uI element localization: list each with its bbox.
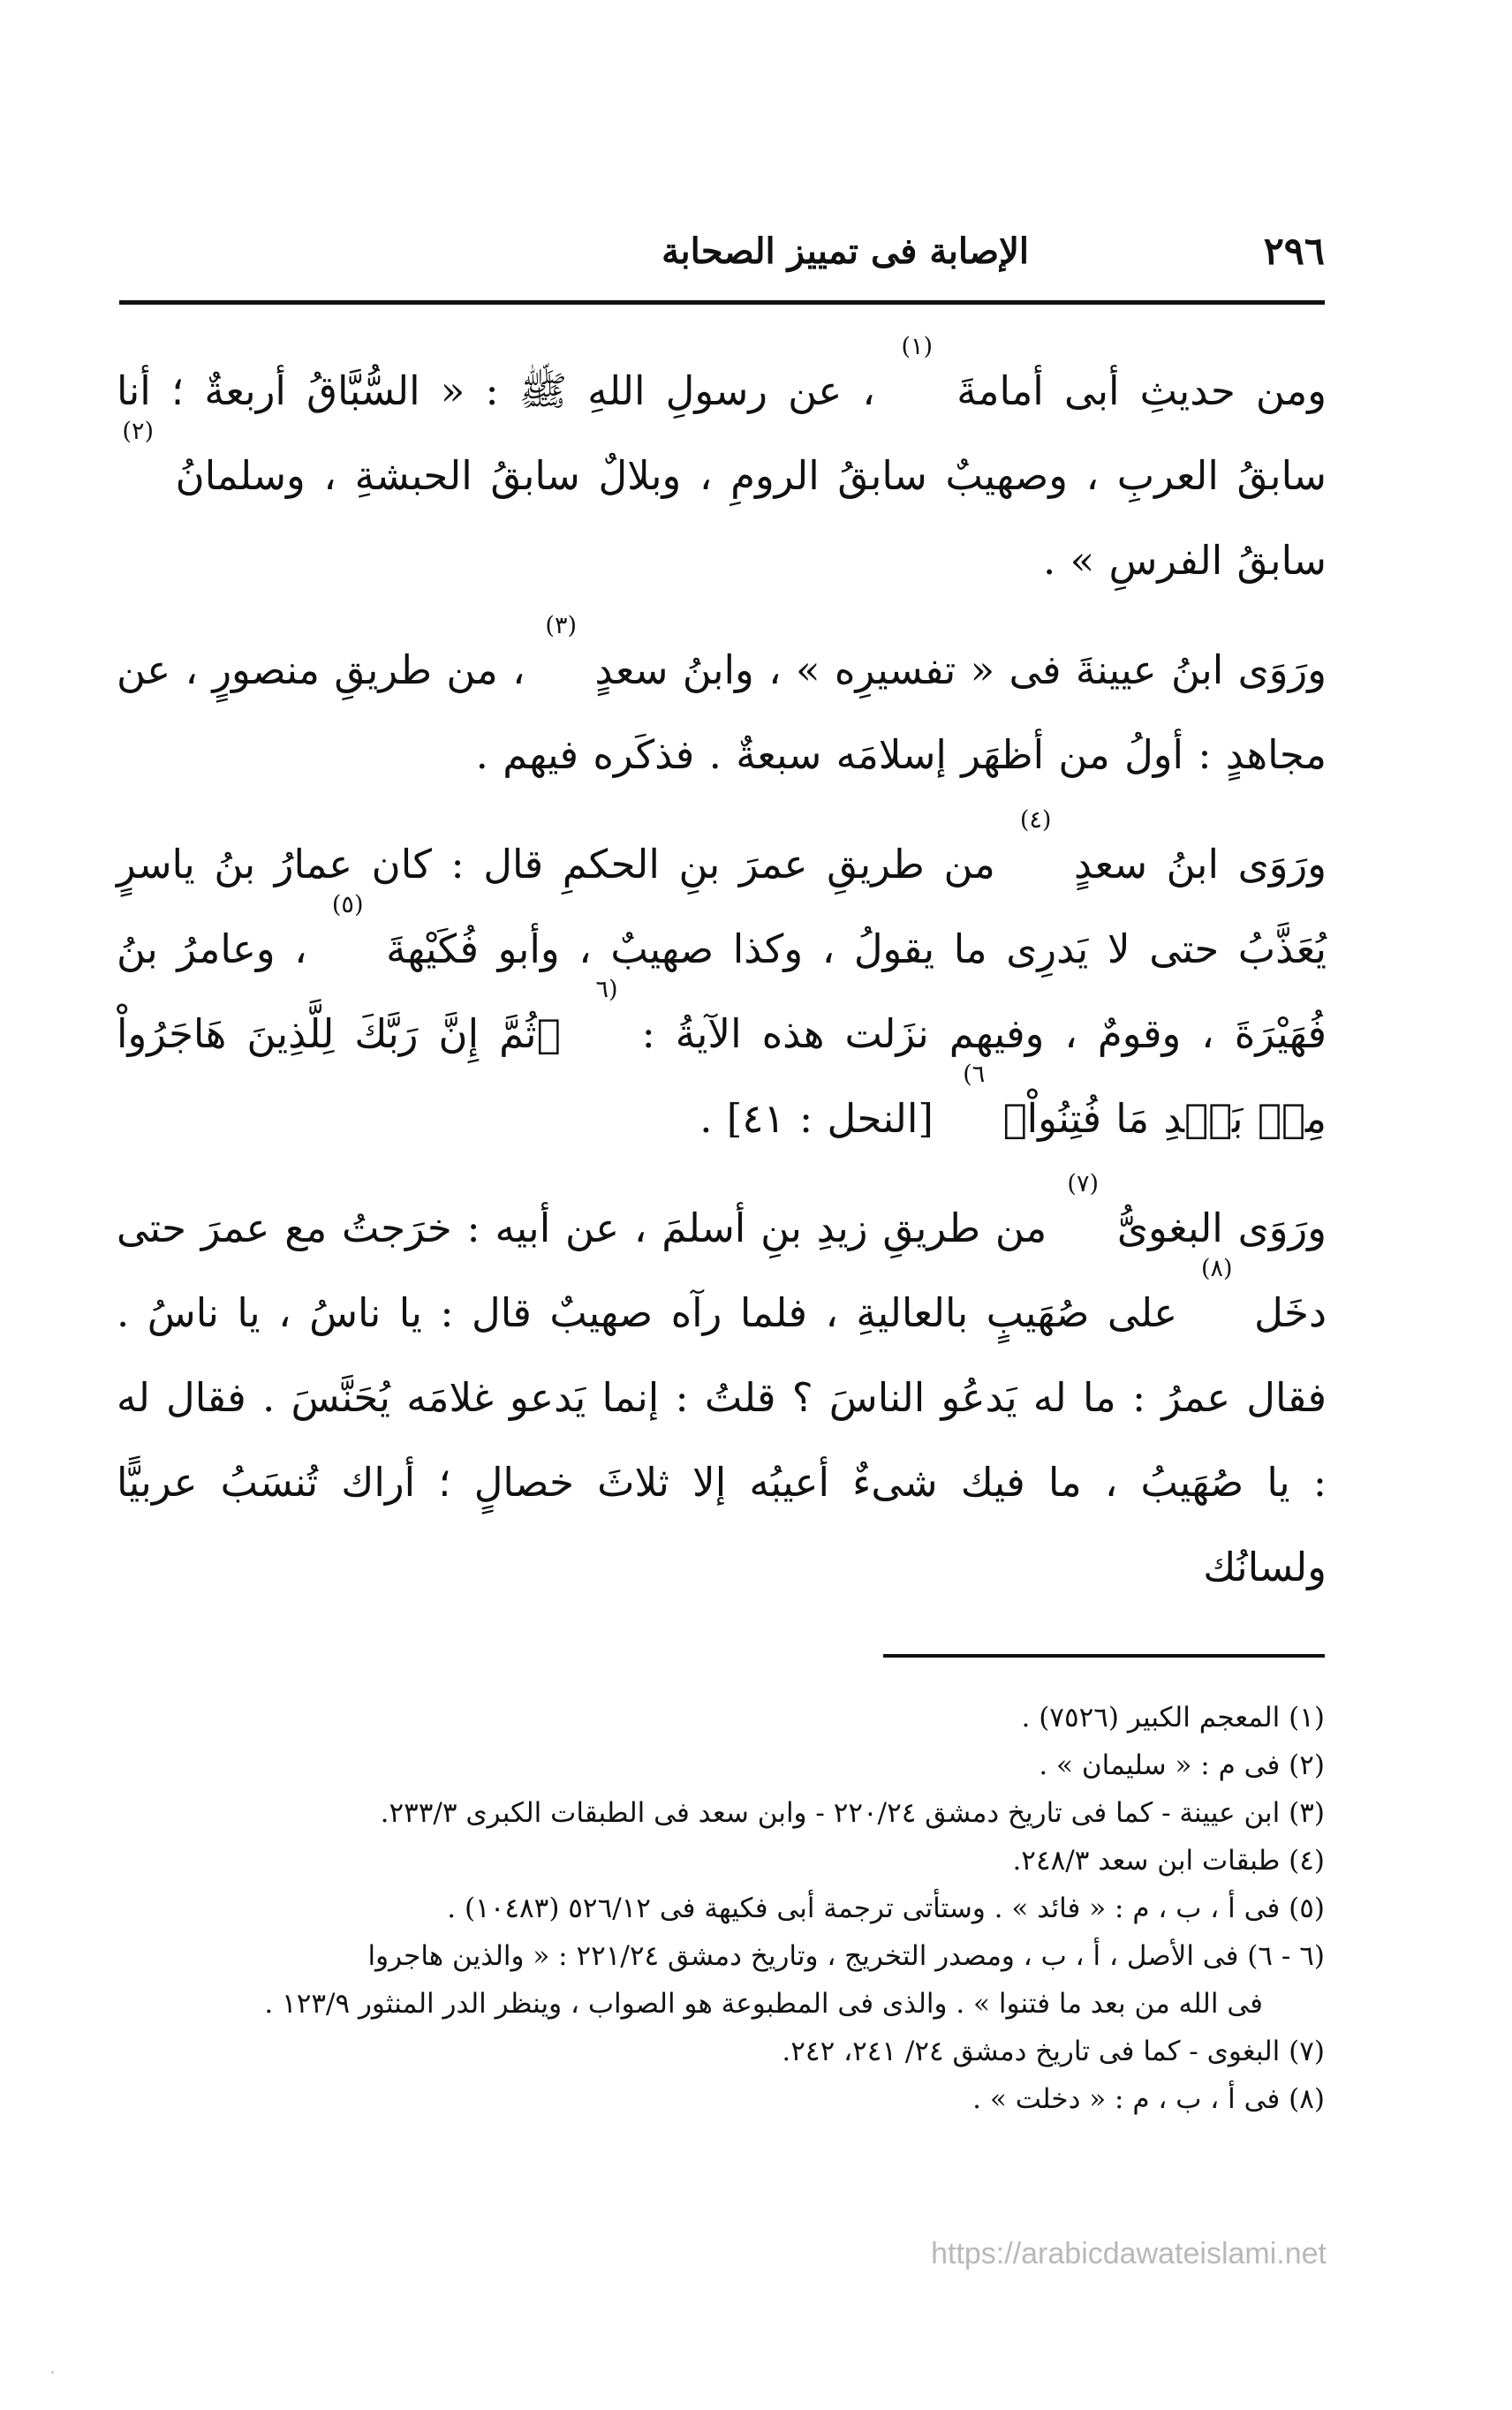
- paragraph-text: من طريقِ زيدِ بنِ أسلمَ ، عن أبيه : خرَجتُ مع عمرَ حتى دخَل: [117, 1205, 1327, 1336]
- paragraph-baghawi: [117, 1170, 1327, 1610]
- footnote-1: (١) المعجم الكبير (٧٥٢٦) .: [1021, 1702, 1325, 1734]
- footnote-marker-text: (٤): [1019, 806, 1052, 834]
- paragraph-ibn-uyayna: [117, 612, 1327, 797]
- header-rule: [119, 300, 1325, 305]
- paragraph-text: على صُهَيبٍ بالعاليةِ ، فلما رآه صهيبٌ قال : يا ناسُ ، يا ناسُ . فقال عمرُ : ما له يَدعُو الناسَ ؟ قلتُ : إنما يَدعو غلامَه يُحَنَّسَ . فقال له : يا صُهَيبُ ، ما فيك شىءٌ أعيبُه إلا ثلاثَ خصالٍ ؛ أراك تُنسَبُ عربيًّا ولسانُك: [117, 1289, 1327, 1590]
- footnote-marker: [1199, 1255, 1233, 1306]
- footnote-2: (٢) فى م : « سليمان » .: [1039, 1749, 1325, 1781]
- page-number: ٢٩٦: [1263, 230, 1325, 274]
- paragraph-text: من طريقِ عمرَ بنِ الحكمِ قال : كان عمارُ بنُ ياسرٍ يُعَذَّبُ حتى لا يَدرِى ما يقولُ ، وكذا صهيبٌ ، وأبو فُكَيْهةَ: [117, 841, 1327, 972]
- running-title: الإصابة فى تمييز الصحابة: [662, 230, 1029, 272]
- verse-reference: [النحل : ٤١] .: [699, 1095, 934, 1142]
- paragraph-text: ، عن رسولِ اللهِ ﷺ : « السُّبَّاقُ أربعةٌ ؛ أنا سابقُ العربِ ، وصهيبٌ سابقُ الرومِ ، وبلالٌ سابقُ الحبشةِ ، وسلمانُ: [117, 367, 1327, 499]
- footnote-marker-text: (٧): [1067, 1170, 1099, 1197]
- paragraph-text: ورَوَى ابنُ سعدٍ: [1074, 841, 1327, 888]
- paragraph-text: ، وعامرُ بنُ فُهَيْرَةَ ، وقومٌ ، وفيهم نزَلت هذه الآيةُ :: [117, 925, 1327, 1057]
- paragraph-text: سابقُ الفرسِ » .: [1043, 537, 1327, 584]
- footnote-rule: [883, 1654, 1325, 1658]
- footnote-marker: [899, 333, 934, 384]
- main-text: [117, 333, 1327, 1610]
- footnote-5: (٥) فى أ ، ب ، م : « فائد » . وستأتى ترجمة أبى فكيهة فى ٥٢٦/١٢ (١٠٤٨٣) .: [447, 1892, 1325, 1924]
- footnote-7: (٧) البغوى - كما فى تاريخ دمشق ٢٤/ ٢٤١، ٢٤٢.: [782, 2036, 1325, 2067]
- quran-verse: ﴿ثُمَّ إِنَّ رَبَّكَ لِلَّذِينَ هَاجَرُواْ مِنۢ بَعۡدِ مَا فُتِنُواْ﴾: [117, 1010, 1327, 1142]
- footnote-marker-text: (١): [901, 333, 934, 360]
- footnote-3: (٣) ابن عيينة - كما فى تاريخ دمشق ٢٢٠/٢٤ - وابن سعد فى الطبقات الكبرى ٢٣٣/٣.: [380, 1797, 1325, 1829]
- footnote-6: (٦ - ٦) فى الأصل ، أ ، ب ، ومصدر التخريج ، وتاريخ دمشق ٢٢١/٢٤ : « والذين هاجروا: [367, 1940, 1325, 1972]
- footnote-marker-text: (٢): [122, 418, 154, 445]
- paragraph-text: ورَوَى البغوىُّ: [1116, 1205, 1327, 1251]
- paragraph-text: ورَوَى ابنُ عيينةَ فى « تفسيرِه » ، وابنُ سعدٍ: [594, 646, 1327, 693]
- footnote-marker: [1065, 1170, 1099, 1221]
- footnote-marker: [1017, 806, 1052, 857]
- footnote-6-continued: فى الله من بعد ما فتنوا » . والذى فى المطبوعة هو الصواب ، وينظر الدر المنثور ١٢٣/٩ .: [264, 1988, 1263, 2020]
- footnote-marker: [543, 612, 578, 663]
- paragraph-abu-umama: [117, 333, 1327, 603]
- paragraph-text: ومن حديثِ أبى أمامةَ: [956, 367, 1327, 414]
- scan-speck: [51, 2371, 54, 2374]
- footnote-marker: [951, 1061, 986, 1112]
- paragraph-ibn-saad: [117, 806, 1327, 1161]
- footnote-8: (٨) فى أ ، ب ، م : « دخلت » .: [972, 2083, 1325, 2115]
- footnote-marker-text: ٦): [963, 1061, 986, 1088]
- paragraph-text: ، من طريقِ منصورٍ ، عن مجاهدٍ : أولُ من أظهَر إسلامَه سبعةٌ . فذكَره فيهم .: [117, 646, 1327, 778]
- footnote-marker-text: (٥): [331, 891, 364, 918]
- footnote-marker-text: (٦: [595, 976, 618, 1003]
- footnote-marker: [329, 891, 364, 942]
- footnote-marker: [585, 976, 618, 1027]
- footnote-marker-text: (٨): [1200, 1255, 1233, 1282]
- page-header: [119, 225, 1325, 287]
- footnote-marker: [120, 418, 154, 469]
- footnote-4: (٤) طبقات ابن سعد ٢٤٨/٣.: [1012, 1845, 1325, 1877]
- footnote-marker-text: (٣): [545, 612, 578, 639]
- footnotes: [117, 1694, 1325, 2123]
- watermark-url: https://arabicdawateislami.net: [931, 2237, 1327, 2270]
